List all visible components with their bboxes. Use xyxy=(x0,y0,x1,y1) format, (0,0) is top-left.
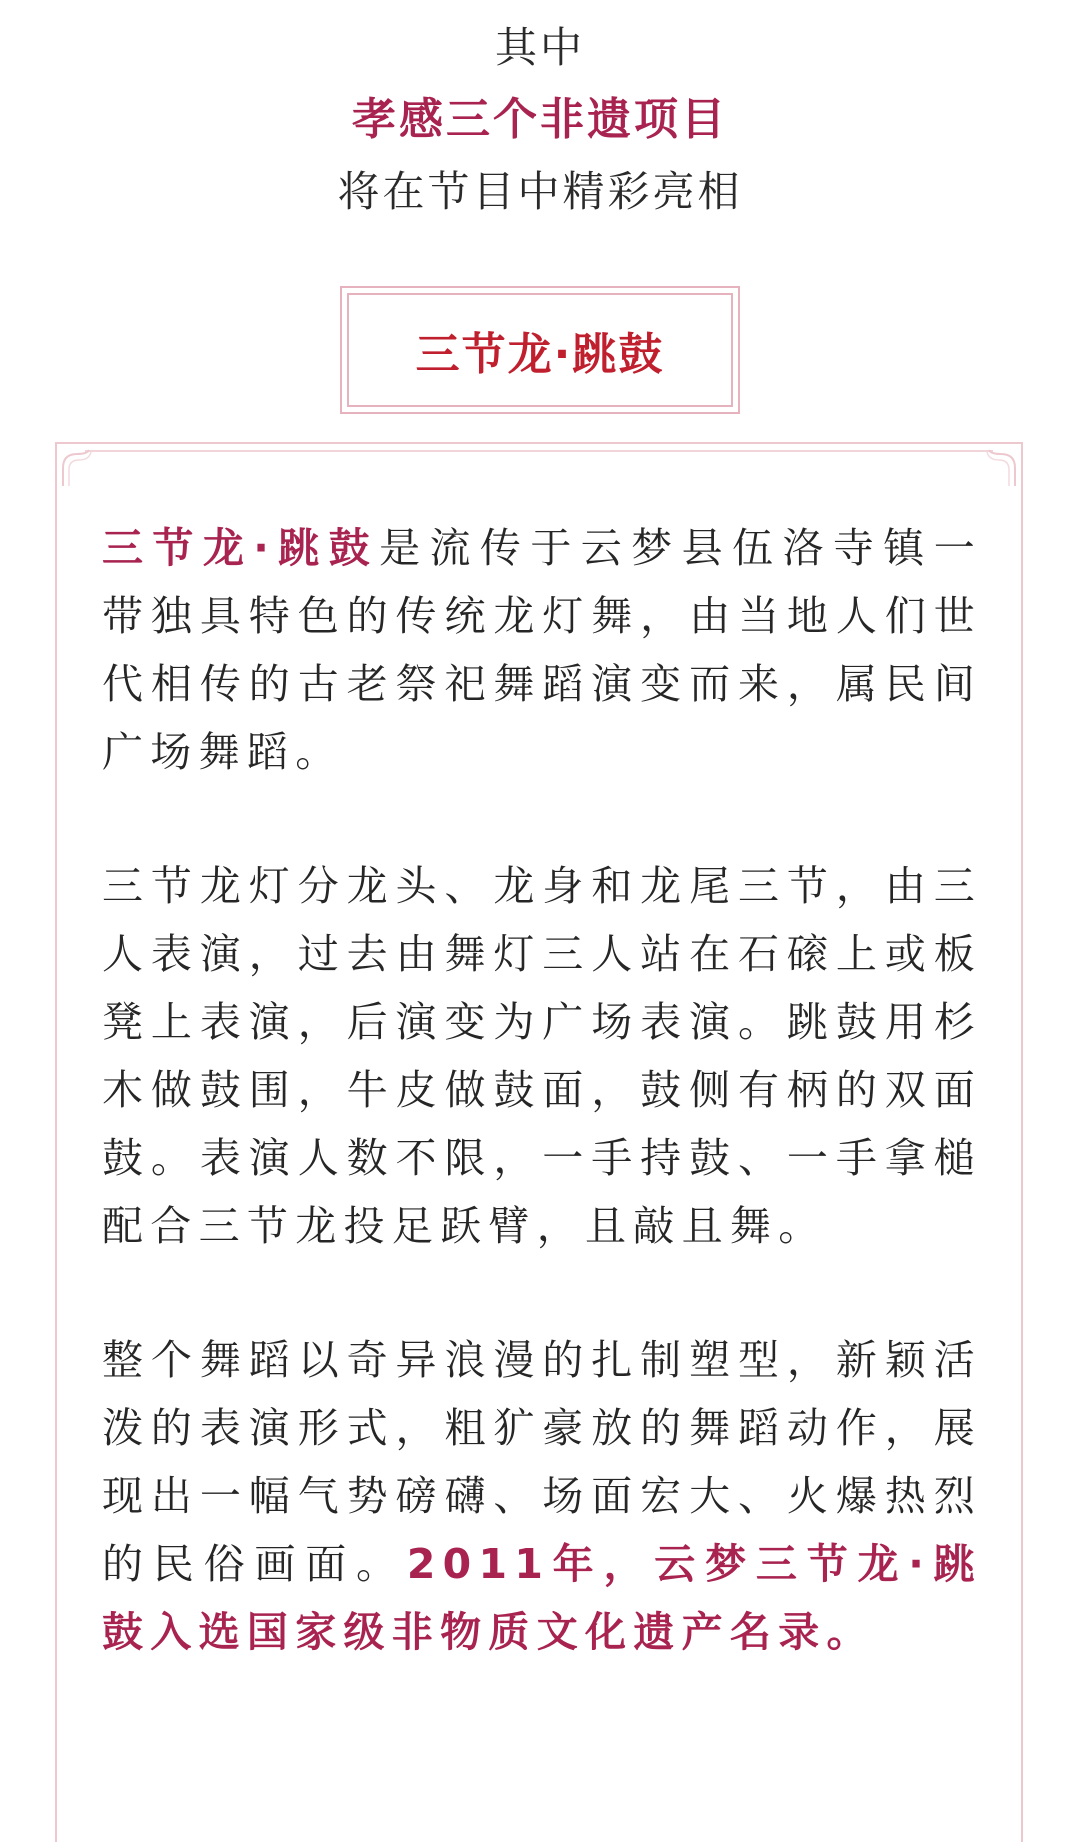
card-content xyxy=(102,514,982,1732)
paragraph-3 xyxy=(102,1326,982,1666)
paragraph-3-highlight: 2011年，云梦三节龙·跳鼓入选国家级非物质文化遗产名录。 xyxy=(102,1540,982,1656)
section-title-frame xyxy=(340,286,740,414)
corner-ornament-left-icon xyxy=(61,448,101,488)
intro-heading: 孝感三个非遗项目 xyxy=(352,94,728,145)
intro-block xyxy=(0,12,1080,228)
section-title: 三节龙·跳鼓 xyxy=(415,329,665,380)
paragraph-3-text: 整个舞蹈以奇异浪漫的扎制塑型，新颖活泼的表演形式，粗犷豪放的舞蹈动作，展现出一幅气势磅礴、场面宏大、火爆热烈的民俗画面。 xyxy=(102,1336,982,1588)
paragraph-1 xyxy=(102,514,982,786)
paragraph-1-highlight: 三节龙·跳鼓 xyxy=(102,524,380,572)
corner-ornament-right-icon xyxy=(977,448,1017,488)
paragraph-2: 三节龙灯分龙头、龙身和龙尾三节，由三人表演，过去由舞灯三人站在石磙上或板凳上表演，后演变为广场表演。跳鼓用杉木做鼓围，牛皮做鼓面，鼓侧有柄的双面鼓。表演人数不限，一手持鼓、一手拿槌配合三节龙投足跃臂，且敲且舞。 xyxy=(102,862,982,1250)
card-top-border xyxy=(85,450,993,452)
intro-line-3: 将在节目中精彩亮相 xyxy=(337,167,743,216)
paragraph-1-text: 是流传于云梦县伍洛寺镇一带独具特色的传统龙灯舞，由当地人们世代相传的古老祭祀舞蹈演变而来，属民间广场舞蹈。 xyxy=(102,524,982,776)
section-title-inner-frame xyxy=(347,293,733,407)
content-card xyxy=(55,442,1023,1842)
intro-line-1: 其中 xyxy=(494,23,585,72)
